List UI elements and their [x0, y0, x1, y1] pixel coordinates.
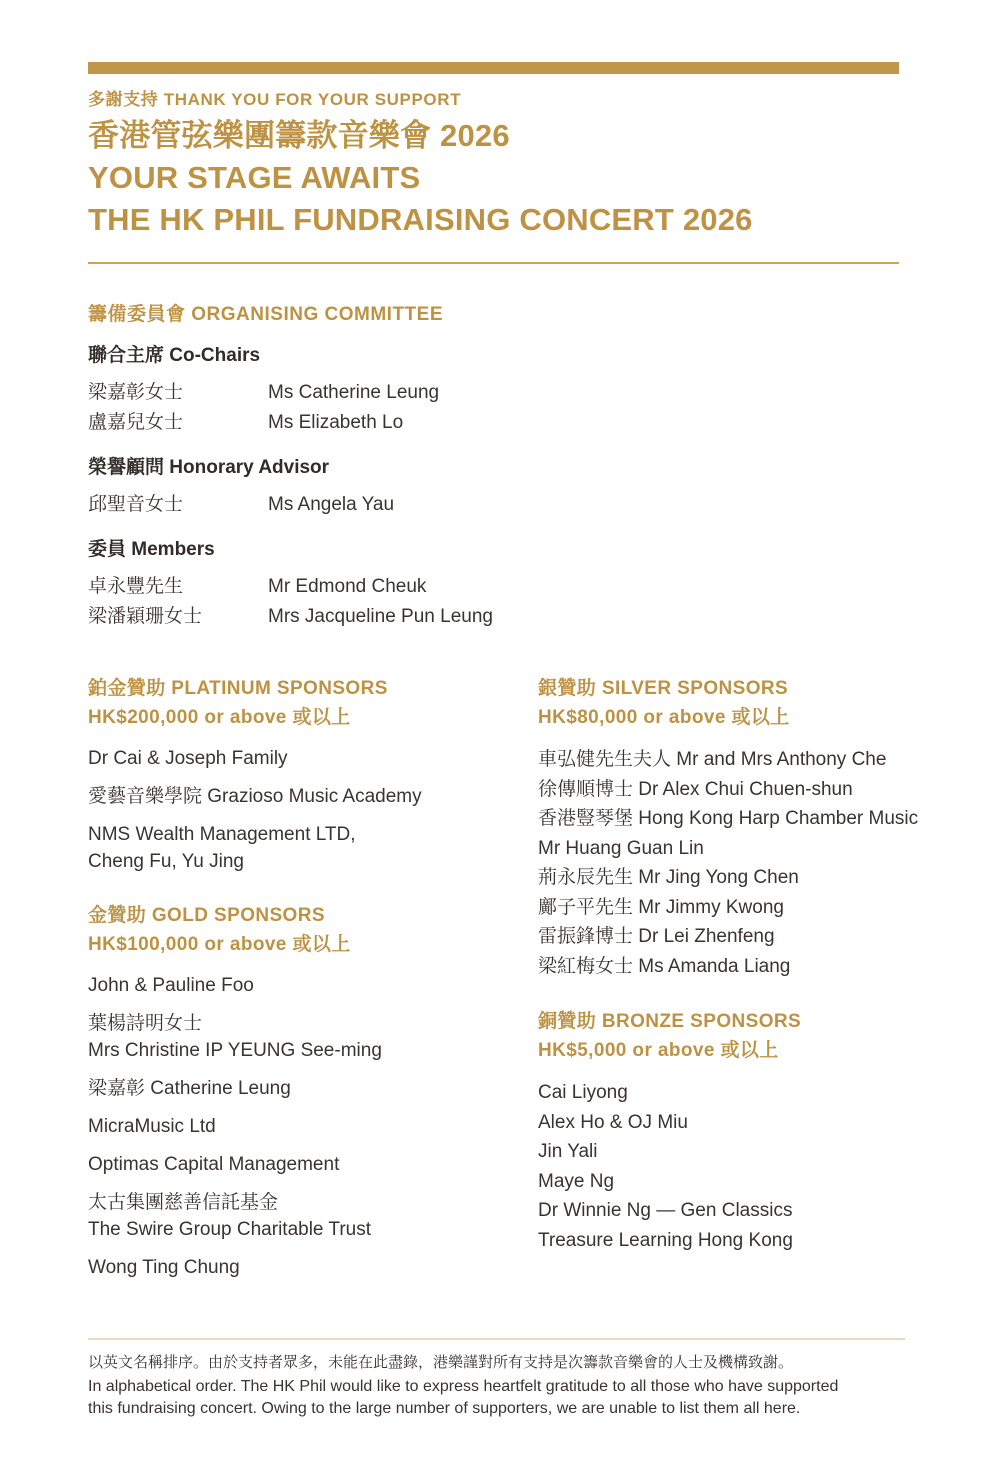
page-title-line-en1: YOUR STAGE AWAITS	[88, 160, 421, 195]
page-footer	[88, 1338, 1005, 1420]
bronze-tier-title: 銅贊助 BRONZE SPONSORS	[538, 1011, 802, 1032]
sponsor-entry	[538, 745, 967, 775]
sponsor-entry	[538, 863, 967, 893]
sponsor-entry	[538, 893, 967, 923]
sponsor-entry	[88, 1113, 538, 1140]
sponsor-entry	[88, 1254, 538, 1281]
platinum-tier-amount: HK$200,000 or above 或以上	[88, 707, 351, 728]
sponsor-name: Maye Ng	[538, 1170, 615, 1192]
page-title	[88, 115, 1005, 241]
sponsor-entry	[538, 1108, 967, 1138]
page-title-line-en2: THE HK PHIL FUNDRAISING CONCERT 2026	[88, 202, 753, 237]
footer-note-en-line2: this fundraising concert. Owing to the large number of supporters, we are unable to list them all here.	[88, 1400, 801, 1417]
footer-note-zh: 以英文名稱排序。由於支持者眾多，未能在此盡錄，港樂謹對所有支持是次籌款音樂會的人士及機構致謝。	[88, 1354, 794, 1371]
sponsor-name: Treasure Learning Hong Kong	[538, 1229, 793, 1251]
committee-group-honorary-advisor	[88, 456, 1005, 520]
sponsor-name: Dr Cai & Joseph Family	[88, 748, 288, 769]
footer-note-en-line1: In alphabetical order. The HK Phil would like to express heartfelt gratitude to all those who have supported	[88, 1378, 839, 1395]
sponsor-entry	[88, 1075, 538, 1102]
sponsors-section	[88, 674, 1005, 1281]
top-gold-bar	[88, 62, 899, 74]
sponsor-name: Cai Liyong	[538, 1082, 628, 1103]
sponsor-entry	[88, 1010, 538, 1064]
sponsor-entry	[538, 1078, 967, 1108]
sponsors-right-column	[538, 674, 967, 1281]
sponsor-entry	[538, 834, 967, 864]
group-label-honorary-advisor: 榮譽顧問 Honorary Advisor	[88, 457, 330, 478]
committee-heading: 籌備委員會 ORGANISING COMMITTEE	[88, 304, 444, 325]
sponsor-name: Optimas Capital Management	[88, 1154, 340, 1175]
member-name-zh: 梁嘉彰女士	[88, 382, 184, 403]
sponsor-name: Cheng Fu, Yu Jing	[88, 851, 244, 872]
sponsor-entry	[88, 821, 538, 875]
bronze-tier-amount: HK$5,000 or above 或以上	[538, 1040, 779, 1061]
sponsor-name: 荊永辰先生 Mr Jing Yong Chen	[538, 867, 799, 888]
member-name-zh: 邱聖音女士	[88, 494, 184, 515]
sponsor-entry	[88, 783, 538, 810]
member-name-zh: 盧嘉兒女士	[88, 412, 184, 433]
sponsor-entry	[538, 1226, 967, 1256]
sponsor-name: 徐傳順博士 Dr Alex Chui Chuen-shun	[538, 778, 853, 800]
sponsor-name: Jin Yali	[538, 1141, 598, 1162]
sponsor-entry	[538, 775, 967, 805]
sponsor-name: 車弘健先生夫人 Mr and Mrs Anthony Che	[538, 749, 887, 770]
sponsor-name: 梁嘉彰 Catherine Leung	[88, 1078, 291, 1099]
sponsor-name: The Swire Group Charitable Trust	[88, 1219, 372, 1240]
gold-entries	[88, 972, 538, 1281]
footer-note-en	[88, 1376, 948, 1420]
member-name-zh: 梁潘穎珊女士	[88, 606, 203, 627]
member-name-en: Mr Edmond Cheuk	[268, 576, 427, 597]
sponsor-entry	[538, 1137, 967, 1167]
sponsor-name: MicraMusic Ltd	[88, 1116, 216, 1137]
sponsor-entry	[88, 745, 538, 772]
committee-row	[88, 490, 1005, 520]
bronze-entries	[538, 1078, 967, 1255]
committee-row	[88, 378, 1005, 408]
committee-row	[88, 602, 1005, 632]
sponsor-name: Dr Winnie Ng — Gen Classics	[538, 1200, 793, 1221]
committee-row	[88, 408, 1005, 438]
platinum-tier-title: 鉑金贊助 PLATINUM SPONSORS	[88, 678, 388, 699]
sponsor-name: 雷振鋒博士 Dr Lei Zhenfeng	[538, 926, 775, 947]
gold-tier-amount: HK$100,000 or above 或以上	[88, 934, 351, 955]
group-label-cochairs: 聯合主席 Co-Chairs	[88, 345, 261, 366]
member-name-en: Mrs Jacqueline Pun Leung	[268, 606, 493, 627]
committee-group-cochairs	[88, 344, 1005, 438]
sponsor-name: Mrs Christine IP YEUNG See-ming	[88, 1040, 382, 1061]
sponsor-name: Mr Huang Guan Lin	[538, 837, 704, 859]
sponsor-entry	[88, 972, 538, 999]
support-tagline: 多謝支持 THANK YOU FOR YOUR SUPPORT	[88, 90, 462, 109]
title-divider	[88, 262, 899, 264]
member-name-en: Ms Catherine Leung	[268, 382, 440, 403]
bronze-sponsors-tier	[538, 1007, 967, 1255]
member-name-en: Ms Angela Yau	[268, 494, 395, 515]
sponsor-name: 太古集團慈善信託基金	[88, 1192, 279, 1213]
sponsor-name: 香港豎琴堡 Hong Kong Harp Chamber Music	[538, 808, 919, 829]
gold-sponsors-tier	[88, 901, 538, 1281]
sponsor-entry	[88, 1189, 538, 1243]
committee-row	[88, 572, 1005, 602]
committee-group-members	[88, 538, 1005, 632]
member-name-en: Ms Elizabeth Lo	[268, 412, 404, 433]
sponsor-name: 葉楊詩明女士	[88, 1013, 203, 1034]
footer-divider	[88, 1338, 905, 1340]
platinum-sponsors-tier	[88, 674, 538, 875]
sponsor-name: Wong Ting Chung	[88, 1257, 240, 1278]
sponsor-entry	[538, 1196, 967, 1226]
silver-entries	[538, 745, 967, 981]
sponsors-left-column	[88, 674, 538, 1281]
sponsor-name: John & Pauline Foo	[88, 975, 254, 996]
group-label-members: 委員 Members	[88, 539, 215, 560]
organising-committee-section	[88, 303, 1005, 632]
silver-tier-title: 銀贊助 SILVER SPONSORS	[538, 678, 789, 699]
sponsor-entry	[538, 804, 967, 834]
gold-tier-title: 金贊助 GOLD SPONSORS	[88, 905, 325, 926]
page-title-line-zh: 香港管弦樂團籌款音樂會 2026	[88, 118, 510, 153]
sponsor-entry	[538, 952, 967, 982]
sponsor-name: Alex Ho & OJ Miu	[538, 1111, 688, 1133]
member-name-zh: 卓永豐先生	[88, 576, 184, 597]
sponsor-name: NMS Wealth Management LTD,	[88, 824, 356, 845]
silver-tier-amount: HK$80,000 or above 或以上	[538, 707, 790, 728]
sponsor-entry	[88, 1151, 538, 1178]
sponsor-name: 愛藝音樂學院 Grazioso Music Academy	[88, 786, 422, 807]
platinum-entries	[88, 745, 538, 875]
sponsor-entry	[538, 922, 967, 952]
sponsor-name: 鄺子平先生 Mr Jimmy Kwong	[538, 896, 784, 918]
sponsor-entry	[538, 1167, 967, 1197]
silver-sponsors-tier	[538, 674, 967, 981]
sponsor-name: 梁紅梅女士 Ms Amanda Liang	[538, 955, 791, 977]
